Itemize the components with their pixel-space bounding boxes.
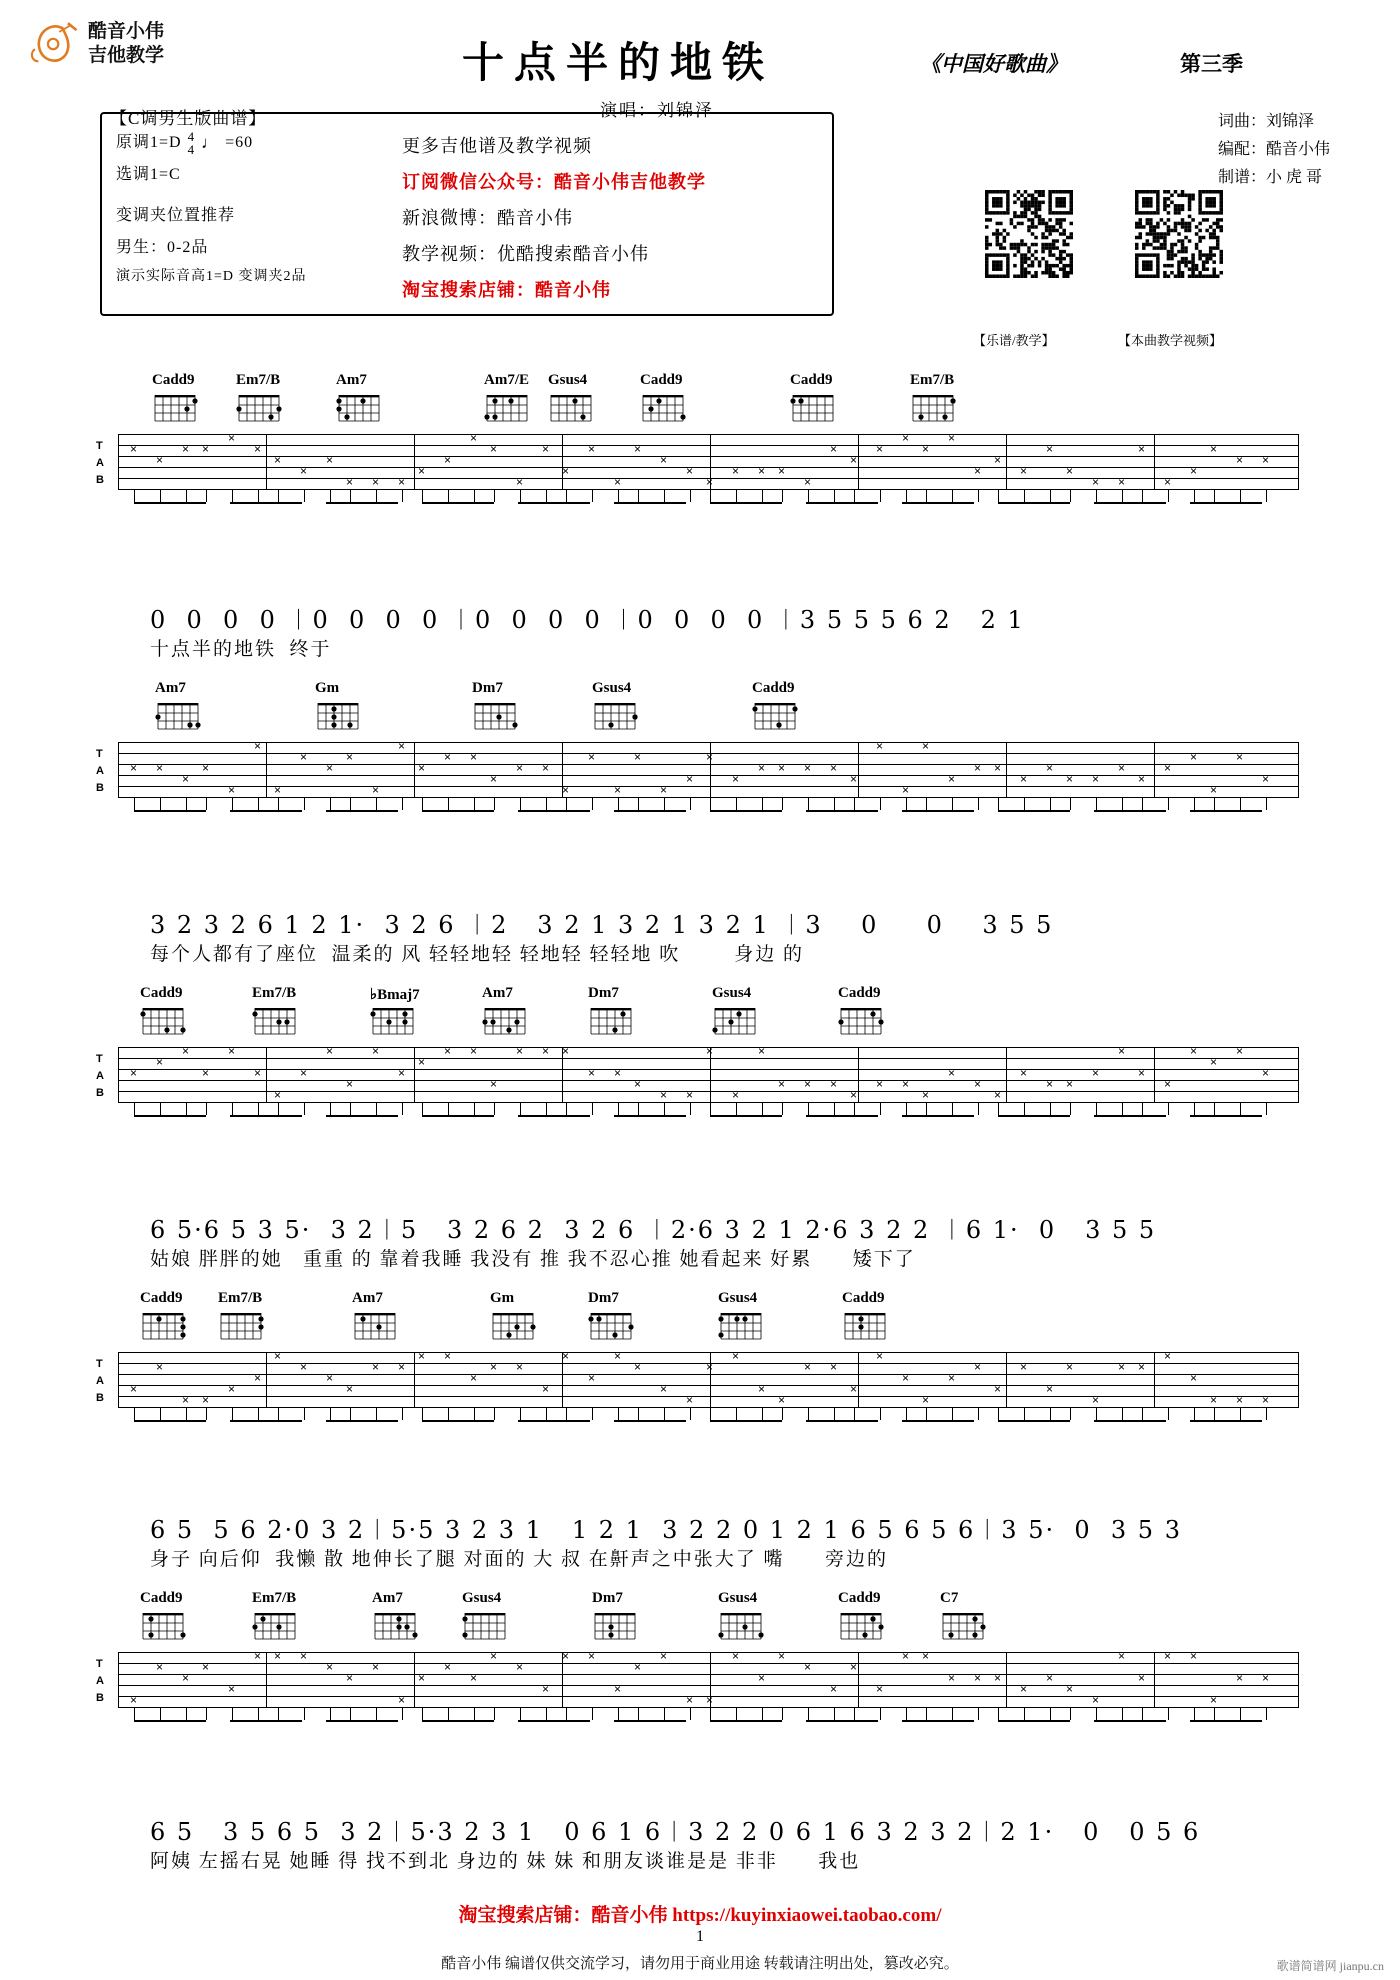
credit-1: 编配：酷音小伟 [1217,141,1330,158]
capo-demo: 演示实际音高1=D 变调夹2品 [116,268,307,284]
lyrics-line: 十点半的地铁 终于 [150,639,332,660]
chord-label: Am7 [372,1590,403,1606]
chord-diagram [140,1005,186,1044]
chord-diagram [712,1005,758,1044]
wechat-value: 酷音小伟吉他教学 [554,172,706,192]
chord-label: Cadd9 [752,680,795,696]
lyrics-line: 每个人都有了座位 温柔的 风 轻轻地轻 轻地轻 轻轻地 吹 身边 的 [150,944,805,965]
qr-label-right: 【本曲教学视频】 [1118,333,1223,348]
lyrics-line: 身子 向后仰 我懒 散 地伸长了腿 对面的 大 叔 在鼾声之中张大了 嘴 旁边的 [150,1549,889,1570]
chord-label: Gsus4 [718,1290,758,1306]
chord-label: Cadd9 [838,985,881,1001]
brand-line2: 吉他教学 [88,45,165,66]
chord-label: Cadd9 [140,985,183,1001]
footer-note: 酷音小伟 编谱仅供交流学习，请勿用于商业用途 转载请注明出处，篡改必究。 [441,1956,959,1972]
tab-staff: T A B × × × × × × × × × × × × × × × × × × × × × × × × × × × × × × × × × × × × × × × × × × × × × × × × [118,1352,1298,1430]
singer-label: 演唱：刘锦泽 [600,101,714,120]
video-line: 教学视频：优酷搜索酷音小伟 [402,244,649,264]
chord-diagram [372,1610,418,1649]
chord-diagram [838,1610,884,1649]
qr-code-sheet[interactable] [985,190,1073,278]
tab-clef: T A B [96,1053,104,1100]
chord-label: Cadd9 [140,1290,183,1306]
brand-text [88,20,164,68]
qr-bitmap [1135,190,1223,278]
chord-diagram [640,392,686,431]
chord-label: Cadd9 [152,372,195,388]
music-system [0,1590,1400,1740]
chord-label: Cadd9 [640,372,683,388]
chord-diagram [218,1310,264,1349]
chord-diagram [315,700,361,739]
chord-diagram [490,1310,536,1349]
footer-shop[interactable] [0,1900,1400,1927]
notation-row [0,600,1400,670]
chord-diagram [484,392,530,431]
chord-label: Em7/B [236,372,281,388]
chord-diagram [482,1005,528,1044]
chord-label: Am7/E [484,372,529,388]
tab-clef: T A B [96,1358,104,1405]
chord-label: Cadd9 [140,1590,183,1606]
footer-shop-label: 淘宝搜索店铺： [458,1905,592,1926]
chord-diagram [718,1310,764,1349]
chord-label: Em7/B [252,985,297,1001]
tab-clef: T A B [96,440,104,487]
tab-clef: T A B [96,1658,104,1705]
chord-label: Dm7 [592,1590,623,1606]
qr-label-left: 【乐谱/教学】 [973,333,1055,348]
credit-2: 制谱：小 虎 哥 [1217,169,1322,186]
show-name: 《中国好歌曲》 [920,51,1067,76]
chord-diagram [838,1005,884,1044]
weibo-line: 新浪微博：酷音小伟 [402,208,573,228]
chord-diagram [548,392,594,431]
tab-clef: T A B [96,748,104,795]
jianpu-notes: 6 5 3 5 6 5 3 2︱5·3 2 3 1 0 6 1 6︱3 2 2 0 6 1 6 3 2 3 2︱2 1· 0 0 5 6 [150,1818,1201,1846]
chord-diagram [252,1005,298,1044]
jianpu-notes: 6 5 5 6 2·0 3 2︱5·5 3 2 3 1 1 2 1 3 2 2 0 1 2 1 6 5 6 5 6︱3 5· 0 3 5 3 [150,1516,1182,1544]
chord-diagram [336,392,382,431]
wechat-label: 订阅微信公众号： [402,172,554,192]
chord-label: ♭Bmaj7 [370,987,420,1003]
chord-label: Cadd9 [790,372,833,388]
chord-diagram [592,700,638,739]
info-box [100,112,834,316]
notation-row [0,1812,1400,1882]
tempo-value: =60 [225,133,254,151]
chord-label: Em7/B [252,1590,297,1606]
selected-key: 选调1=C [116,166,181,184]
season-label: 第三季 [1180,51,1243,76]
chord-label: Gsus4 [712,985,752,1001]
music-system [0,1290,1400,1440]
promo-block [402,128,706,308]
promo-title: 更多吉他谱及教学视频 [402,136,592,156]
tab-staff: T A B × × × × × × × × × × × × × × × × × × × × × × × × × × × × × × × × × × × × × × × × × × × × × × × × [118,434,1298,512]
chord-label: Em7/B [218,1290,263,1306]
capo-male: 男生：0-2品 [116,238,209,256]
chord-label: Em7/B [910,372,955,388]
chord-diagram [588,1005,634,1044]
music-system [0,372,1400,522]
chord-label: Am7 [482,985,513,1001]
tab-staff: T A B × × × × × × × × × × × × × × × × × × × × × × × × × × × × × × × × × × × × × × × × × × × × × × × × [118,1047,1298,1125]
chord-diagram [588,1310,634,1349]
chord-label: Gsus4 [462,1590,502,1606]
time-signature: 4 4 [187,128,196,157]
music-system [0,680,1400,830]
credit-0: 词曲：刘锦泽 [1217,113,1314,130]
page-title: 十点半的地铁 [462,38,775,87]
notation-row [0,1510,1400,1580]
lyrics-line: 阿姨 左摇右晃 她睡 得 找不到北 身边的 妹 妹 和朋友谈谁是是 非非 我也 [150,1851,861,1872]
page-number: 1 [696,1928,704,1945]
chord-diagram [352,1310,398,1349]
chord-diagram [752,700,798,739]
chord-label: Cadd9 [842,1290,885,1306]
chord-label: Gm [490,1290,515,1306]
chord-diagram [236,392,282,431]
tab-staff: T A B × × × × × × × × × × × × × × × × × × × × × × × × × × × × × × × × × × × × × × × × × × × × × × × × [118,1652,1298,1730]
chord-diagram [842,1310,888,1349]
chord-label: Am7 [155,680,186,696]
brand-logo [28,18,164,70]
chord-label: Gsus4 [718,1590,758,1606]
capo-title: 变调夹位置推荐 [116,207,236,225]
chord-label: Am7 [352,1290,383,1306]
chord-diagram [152,392,198,431]
chord-label: Dm7 [588,985,619,1001]
chord-diagram [252,1610,298,1649]
guitar-icon [28,18,80,70]
chord-diagram [155,700,201,739]
key-info [116,126,307,290]
chord-diagram [462,1610,508,1649]
chord-label: Am7 [336,372,367,388]
taobao-label: 淘宝搜索店铺： [402,280,535,300]
chord-label: Gsus4 [592,680,632,696]
watermark: 歌谱简谱网 jianpu.cn [1276,1959,1384,1973]
chord-diagram [910,392,956,431]
jianpu-notes: 3 2 3 2 6 1 2 1· 3 2 6 ︱2 3 2 1 3 2 1 3 2 1 ︱3 0 0 3 5 5 [150,911,1054,939]
chord-label: Dm7 [472,680,503,696]
chord-diagram [140,1610,186,1649]
original-key: 原调1=D [116,133,182,151]
qr-code-video[interactable] [1135,190,1223,278]
chord-label: Dm7 [588,1290,619,1306]
version-tag: 【C调男生版曲谱】 [110,109,267,128]
quarter-note-icon: ♩ [201,133,220,152]
notation-row [0,1210,1400,1280]
notation-row [0,905,1400,975]
chord-diagram [790,392,836,431]
chord-diagram [370,1005,416,1044]
chord-diagram [718,1610,764,1649]
taobao-value: 酷音小伟 [535,280,611,300]
chord-diagram [592,1610,638,1649]
chord-label: C7 [940,1590,959,1606]
footer-shop-name: 酷音小伟 [591,1905,668,1926]
tab-staff: T A B × × × × × × × × × × × × × × × × × × × × × × × × × × × × × × × × × × × × × × × × × × × × × × × × [118,742,1298,820]
chord-diagram [472,700,518,739]
lyrics-line: 姑娘 胖胖的她 重重 的 靠着我睡 我没有 推 我不忍心推 她看起来 好累 矮下了 [150,1249,916,1270]
qr-bitmap [985,190,1073,278]
brand-line1: 酷音小伟 [88,21,165,43]
chord-label: Cadd9 [838,1590,881,1606]
credits-block [1218,108,1330,192]
jianpu-notes: 0 0 0 0 ︱0 0 0 0 ︱0 0 0 0 ︱0 0 0 0 ︱3 5 5 5 6 2 2 1 [150,606,1025,634]
chord-label: Gm [315,680,340,696]
music-system [0,985,1400,1135]
chord-label: Gsus4 [548,372,588,388]
chord-diagram [140,1310,186,1349]
chord-diagram [940,1610,986,1649]
jianpu-notes: 6 5·6 5 3 5· 3 2︱5 3 2 6 2 3 2 6 ︱2·6 3 2 1 2·6 3 2 2 ︱6 1· 0 3 5 5 [150,1216,1157,1244]
footer-shop-url[interactable]: https://kuyinxiaowei.taobao.com/ [672,1905,942,1926]
